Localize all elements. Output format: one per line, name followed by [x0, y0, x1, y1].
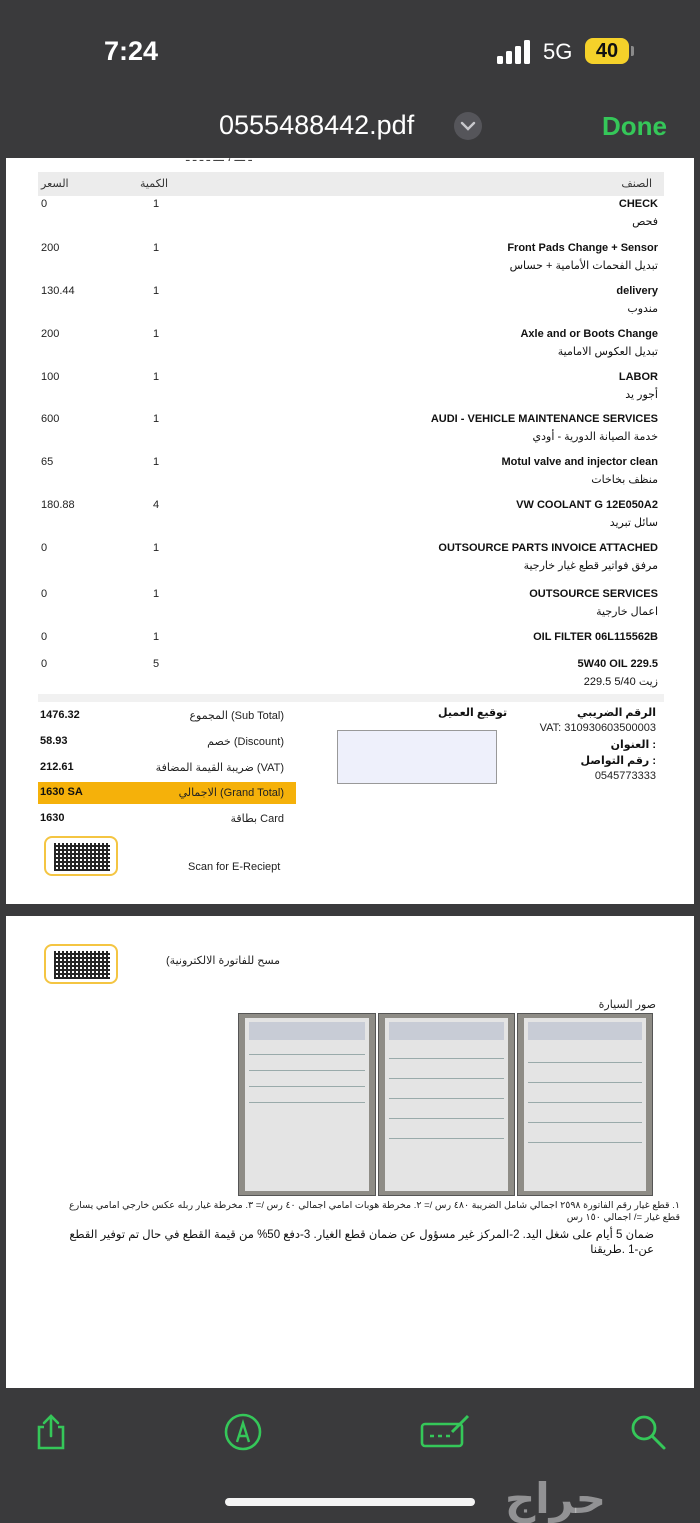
row-item-ar: مندوب: [627, 303, 658, 315]
cutoff-header-text: ـ ـــ ، ـــ ـ ـ ـ ـ: [186, 150, 252, 164]
row-item-en: OUTSOURCE SERVICES: [529, 588, 658, 600]
row-qty: 1: [153, 328, 160, 340]
car-photo-2: [378, 1013, 515, 1196]
column-qty: الكمية: [140, 178, 169, 190]
signature-box: [337, 730, 497, 784]
row-item-en: 5W40 OIL 229.5: [577, 658, 658, 670]
total-label: بطاقة Card: [230, 813, 284, 825]
total-value: 1630: [40, 812, 65, 824]
totals-row: [38, 705, 296, 727]
row-item-ar: خدمة الصيانة الدورية - أودي: [532, 431, 658, 443]
row-qty: 1: [153, 542, 160, 554]
qr-code-box-2[interactable]: [44, 944, 118, 984]
table-header: [38, 172, 664, 196]
row-qty: 1: [153, 588, 160, 600]
battery-nub: [631, 46, 634, 56]
row-qty: 1: [153, 413, 160, 425]
row-item-ar: منظف بخاخات: [591, 474, 658, 486]
pdf-page-1: [6, 150, 694, 904]
total-label: الاجمالي (Grand Total): [178, 787, 284, 799]
qr-code-box[interactable]: [44, 836, 118, 876]
row-item-ar: تبديل الفحمات الأمامية + حساس: [509, 260, 658, 272]
row-qty: 1: [153, 285, 160, 297]
row-item-en: delivery: [616, 285, 658, 297]
total-label: المجموع (Sub Total): [189, 710, 284, 722]
done-button[interactable]: Done: [602, 111, 667, 141]
row-price: 200: [41, 242, 60, 254]
search-icon[interactable]: [628, 1412, 668, 1452]
car-photos-label: صور السيارة: [598, 999, 656, 1011]
table-footer-band: [38, 694, 664, 702]
contact-number: 0545773333: [594, 770, 656, 782]
annotate-icon[interactable]: [420, 1412, 472, 1452]
markup-icon[interactable]: [223, 1412, 263, 1452]
scan-receipt-label: Scan for E-Reciept: [188, 861, 281, 873]
cellular-signal-icon: [497, 40, 533, 64]
row-qty: 1: [153, 242, 160, 254]
row-item-ar: فحص: [632, 216, 658, 228]
row-price: 0: [41, 631, 48, 643]
customer-signature-label: توقيع العميل: [438, 707, 508, 719]
share-icon[interactable]: [31, 1412, 71, 1452]
tax-number-label: الرقم الضريبي: [577, 707, 656, 719]
row-item-en: VW COOLANT G 12E050A2: [516, 499, 658, 511]
total-value: 1630 SA: [40, 786, 83, 798]
qr-code-icon: [54, 951, 110, 979]
row-price: 600: [41, 413, 60, 425]
row-item-en: LABOR: [618, 371, 658, 383]
row-qty: 5: [153, 658, 160, 670]
warranty-note: ضمان 5 أيام على شغل اليد. 2-المركز غير مسؤول عن ضمان قطع الغيار. 3-دفع 50% من قيمة القطع في حال تم توفير القطع عن-1 .طريقنا: [69, 1229, 654, 1256]
total-label: ضريبة القيمة المضافة (VAT): [155, 762, 284, 774]
totals-row: [38, 808, 296, 830]
row-price: 200: [41, 328, 60, 340]
row-item-en: OIL FILTER 06L115562B: [533, 631, 658, 643]
column-price: السعر: [41, 178, 69, 190]
row-item-ar: مرفق فواتير قطع غيار خارجية: [523, 560, 658, 572]
row-item-ar: أجور يد: [625, 389, 658, 401]
row-item-en: Axle and or Boots Change: [520, 328, 658, 340]
row-price: 0: [41, 198, 48, 210]
total-label: خصم (Discount): [207, 736, 284, 748]
document-title[interactable]: 0555488442.pdf: [219, 110, 415, 140]
row-item-ar: اعمال خارجية: [596, 606, 658, 618]
row-item-ar: تبديل العكوس الامامية: [557, 346, 658, 358]
car-photo-3: [517, 1013, 653, 1196]
total-value: 212.61: [40, 761, 74, 773]
title-menu-button[interactable]: [454, 112, 482, 140]
qr-code-icon: [54, 843, 110, 871]
row-price: 0: [41, 542, 48, 554]
row-qty: 1: [153, 631, 160, 643]
row-item-en: AUDI - VEHICLE MAINTENANCE SERVICES: [430, 413, 658, 425]
row-price: 65: [41, 456, 54, 468]
row-item-ar: زيت 5/40 229.5: [583, 676, 658, 688]
network-type: 5G: [543, 39, 573, 64]
row-price: 130.44: [41, 285, 75, 297]
contact-label: رقم التواصل :: [580, 755, 656, 767]
row-qty: 4: [153, 499, 160, 511]
vat-number: VAT: 310930603500003: [539, 722, 656, 734]
chevron-down-icon: [461, 121, 475, 131]
car-photo-1: [238, 1013, 376, 1196]
row-item-ar: سائل تبريد: [609, 517, 658, 529]
row-price: 0: [41, 588, 48, 600]
haraj-watermark: حراج: [505, 1475, 607, 1522]
row-item-en: Motul valve and injector clean: [501, 456, 658, 468]
parts-note: ١. قطع غيار رقم الفاتورة ٢٥٩٨ اجمالي شامل الضريبة ٤٨٠ رس /= ٢. مخرطة هوبات امامي اجمالي ٤٠ رس /= ٣. مخرطة غيار ربله عكس خارجي امامي يسارع قطع غيار =/ اجمالي ١٥٠ رس: [68, 1200, 680, 1223]
row-price: 0: [41, 658, 48, 670]
row-item-en: CHECK: [618, 198, 658, 210]
grand-total-row: [38, 782, 296, 804]
home-indicator[interactable]: [225, 1498, 475, 1506]
row-price: 100: [41, 371, 60, 383]
total-value: 58.93: [40, 735, 68, 747]
scan-label-arabic: (مسح للفاتورة الالكترونية: [166, 955, 281, 967]
row-qty: 1: [153, 456, 160, 468]
column-item: الصنف: [621, 178, 652, 190]
address-label: العنوان :: [610, 739, 656, 751]
row-item-en: Front Pads Change + Sensor: [507, 242, 658, 254]
totals-row: [38, 731, 296, 753]
pdf-page-2: [6, 916, 694, 1388]
totals-row: [38, 757, 296, 779]
battery-icon: 40: [585, 38, 629, 64]
row-price: 180.88: [41, 499, 75, 511]
total-value: 1476.32: [40, 709, 80, 721]
row-item-en: OUTSOURCE PARTS INVOICE ATTACHED: [438, 542, 658, 554]
row-qty: 1: [153, 198, 160, 210]
row-qty: 1: [153, 371, 160, 383]
status-time: 7:24: [104, 36, 159, 66]
